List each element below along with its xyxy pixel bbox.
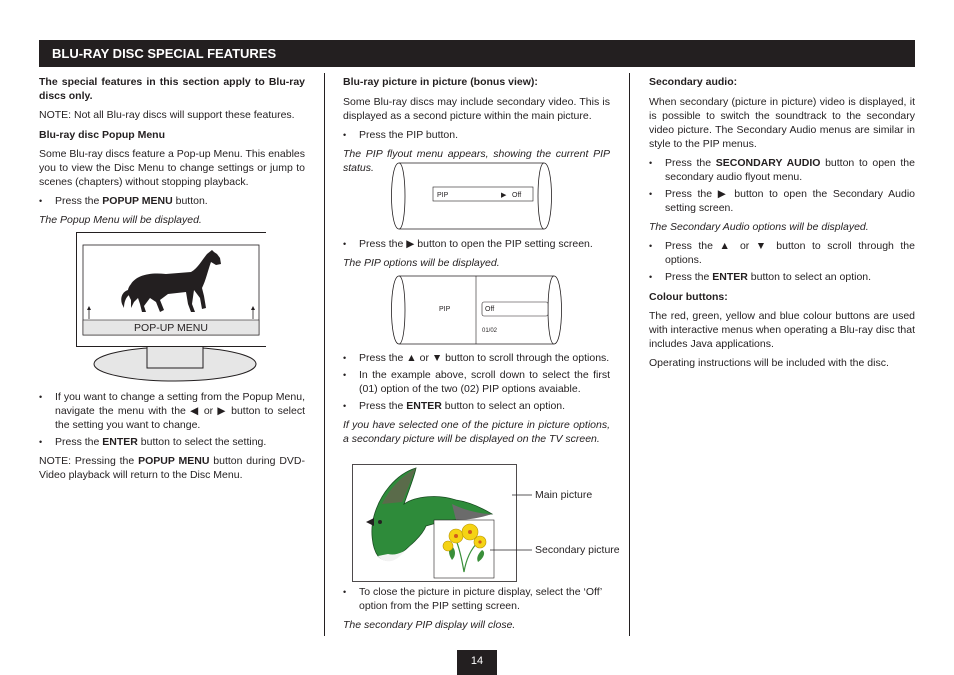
- pip-flyout-illustration: [389, 162, 554, 230]
- pip-value: Off: [512, 192, 522, 199]
- popup-description: Some Blu-ray discs feature a Pop-up Menu. This enables you to view the Disc Menu to change settings or jump to scenes (chapters) without stopping playback.: [39, 148, 305, 188]
- secondary-audio-steps: [649, 156, 915, 215]
- column-right: [649, 75, 915, 375]
- intro-text: The special features in this section apply to Blu-ray discs only.: [39, 76, 305, 102]
- column-left: [39, 75, 305, 232]
- pip-option-count: 01/02: [482, 328, 498, 334]
- pip-option-value: Off: [485, 306, 495, 313]
- secondary-audio-heading: Secondary audio:: [649, 76, 738, 88]
- popup-heading: Blu-ray disc Popup Menu: [39, 129, 166, 141]
- pip-flyout-note: The PIP flyout menu appears, showing the current PIP status.: [343, 148, 610, 174]
- pip-close-step: [343, 585, 610, 613]
- list-item: • Press the ▲ or ▼ button to scroll through the options.: [343, 351, 610, 365]
- list-item: • Press the ENTER button to select an option.: [649, 270, 915, 284]
- column-divider: [324, 73, 325, 636]
- pip-options-illustration: [389, 275, 564, 345]
- pip-step-2: [343, 237, 610, 251]
- column-divider: [629, 73, 630, 636]
- pip-options-note: The PIP options will be displayed.: [343, 257, 500, 269]
- pip-selected-note: If you have selected one of the picture in picture options, a secondary picture will be displayed on the TV screen.: [343, 419, 610, 445]
- list-item: • To close the picture in picture display, select the ‘Off’ option from the PIP setting screen.: [343, 585, 610, 613]
- list-item: • Press the SECONDARY AUDIO button to open the secondary audio flyout menu.: [649, 156, 915, 184]
- list-item: • Press the PIP button.: [343, 128, 610, 142]
- dvd-note: NOTE: Pressing the POPUP MENU button during DVD-Video playback will return to the Disc Menu.: [39, 455, 305, 481]
- pip-step-1: [343, 128, 610, 142]
- note-text: NOTE: Not all Blu-ray discs will support these features.: [39, 109, 295, 121]
- pip-label: PIP: [439, 306, 451, 313]
- popup-steps: [39, 194, 305, 208]
- section-header: BLU-RAY DISC SPECIAL FEATURES: [39, 40, 915, 67]
- popup-navigation-steps: [39, 390, 305, 449]
- operating-instructions: Operating instructions will be included with the disc.: [649, 357, 889, 369]
- pip-label: PIP: [437, 192, 449, 199]
- list-item: • In the example above, scroll down to select the first (01) option of the two (02) PIP options avaiable.: [343, 368, 610, 396]
- pip-description: Some Blu-ray discs may include secondary video. This is displayed as a second picture within the main picture.: [343, 96, 610, 122]
- secondary-picture-label: Secondary picture: [535, 544, 620, 556]
- tv-popup-illustration: [76, 232, 266, 384]
- list-item: • Press the POPUP MENU button.: [39, 194, 305, 208]
- secondary-audio-options-note: The Secondary Audio options will be displayed.: [649, 221, 869, 233]
- column-middle-3: [343, 351, 610, 451]
- pip-steps-3: [343, 351, 610, 413]
- popup-menu-label: POP-UP MENU: [134, 322, 208, 334]
- callout-lines: [480, 480, 540, 570]
- colour-buttons-description: The red, green, yellow and blue colour buttons are used with interactive menus when operating a Blu-ray disc that includes Java applications.: [649, 310, 915, 350]
- column-middle-2: [343, 237, 610, 275]
- secondary-audio-steps-2: [649, 239, 915, 284]
- list-item: • Press the ▶ button to open the Secondary Audio setting screen.: [649, 187, 915, 215]
- pip-close-note: The secondary PIP display will close.: [343, 619, 516, 631]
- pip-heading: Blu-ray picture in picture (bonus view):: [343, 76, 538, 88]
- secondary-audio-description: When secondary (picture in picture) video is displayed, it is possible to switch the soundtrack to the secondary video picture. The Secondary Audio menus are similar in style to the PIP menus.: [649, 96, 915, 150]
- list-item: • Press the ENTER button to select the setting.: [39, 435, 305, 449]
- list-item: • If you want to change a setting from the Popup Menu, navigate the menu with the ◀ or ▶ button to select the setting you want to change.: [39, 390, 305, 432]
- list-item: • Press the ▲ or ▼ button to scroll through the options.: [649, 239, 915, 267]
- page-number: 14: [457, 650, 497, 675]
- popup-result-note: The Popup Menu will be displayed.: [39, 214, 202, 226]
- right-arrow-icon: ▶: [501, 191, 507, 199]
- list-item: • Press the ENTER button to select an option.: [343, 399, 610, 413]
- main-picture-label: Main picture: [535, 489, 593, 501]
- column-left-lower: [39, 390, 305, 487]
- column-middle-4: [343, 585, 610, 637]
- colour-buttons-heading: Colour buttons:: [649, 291, 728, 303]
- list-item: • Press the ▶ button to open the PIP setting screen.: [343, 237, 610, 251]
